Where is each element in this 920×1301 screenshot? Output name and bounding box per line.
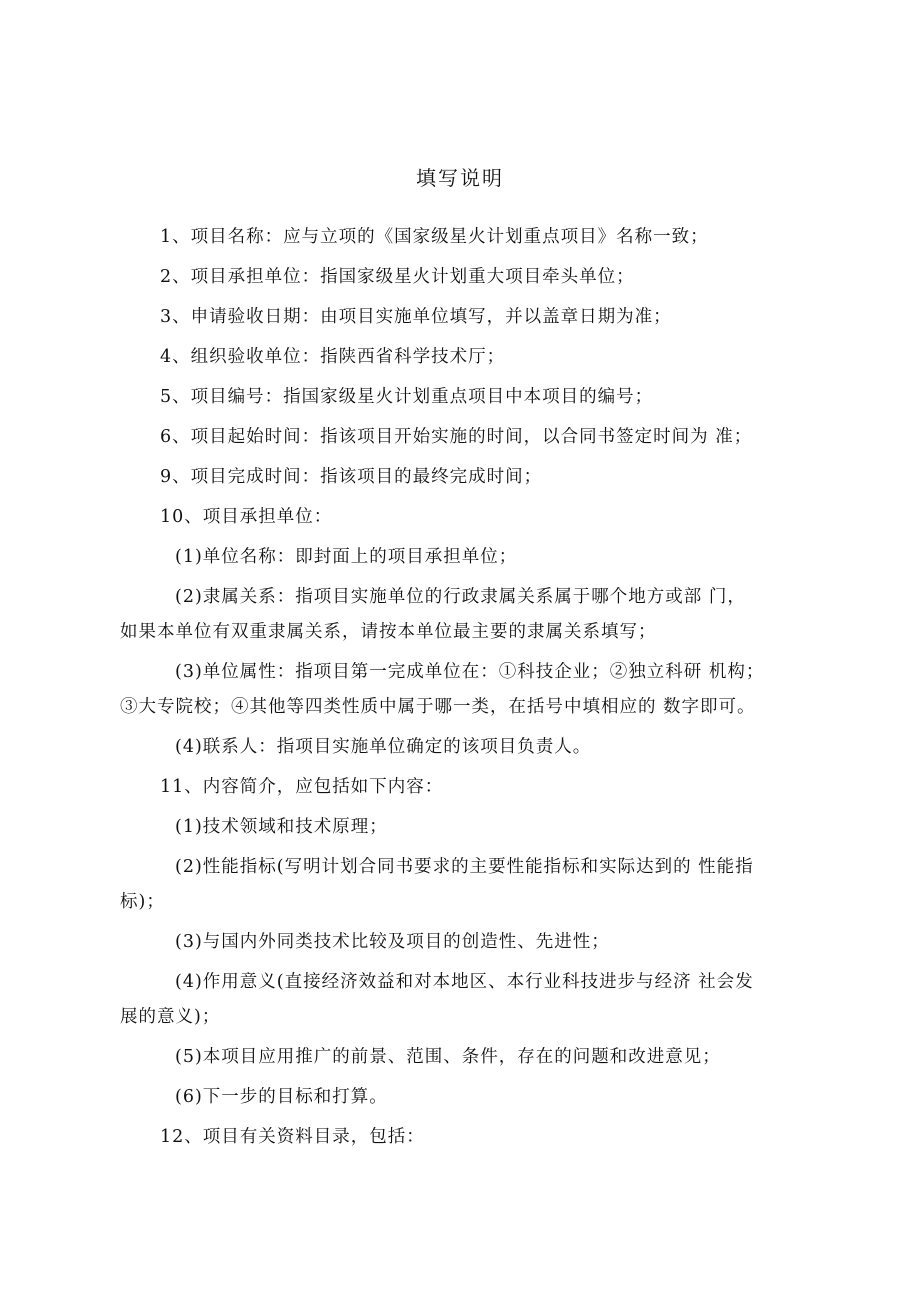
item-5-project-number: 5、项目编号：指国家级星火计划重点项目中本项目的编号； xyxy=(160,387,654,407)
item-10-3-unit-attribute: (3)单位属性：指项目第一完成单位在：①科技企业；②独立科研 机构； xyxy=(175,662,765,682)
item-11-4-significance-cont: 展的意义)； xyxy=(120,1007,221,1027)
item-6-start-time: 6、项目起始时间：指该项目开始实施的时间，以合同书签定时间为 准； xyxy=(160,427,753,447)
item-10-3-unit-attribute-cont: ③大专院校；④其他等四类性质中属于哪一类，在括号中填相应的 数字即可。 xyxy=(120,697,756,717)
item-11-1-tech-field: (1)技术领域和技术原理； xyxy=(175,817,388,837)
item-11-5-prospects: (5)本项目应用推广的前景、范围、条件，存在的问题和改进意见； xyxy=(175,1047,721,1067)
item-11-heading: 11、内容简介，应包括如下内容： xyxy=(160,777,444,797)
item-9-completion-time: 9、项目完成时间：指该项目的最终完成时间； xyxy=(160,467,543,487)
item-10-heading: 10、项目承担单位： xyxy=(160,507,333,527)
item-10-4-contact: (4)联系人：指项目实施单位确定的该项目负责人。 xyxy=(175,737,592,757)
item-10-2-affiliation-cont: 如果本单位有双重隶属关系，请按本单位最主要的隶属关系填写； xyxy=(120,622,657,642)
item-11-3-comparison: (3)与国内外同类技术比较及项目的创造性、先进性； xyxy=(175,932,610,952)
item-12-heading: 12、项目有关资料目录，包括： xyxy=(160,1127,425,1147)
item-3-acceptance-date: 3、申请验收日期：由项目实施单位填写，并以盖章日期为准； xyxy=(160,307,672,327)
item-2-undertaking-unit: 2、项目承担单位：指国家级星火计划重大项目牵头单位； xyxy=(160,267,635,287)
item-11-4-significance: (4)作用意义(直接经济效益和对本地区、本行业科技进步与经济 社会发 xyxy=(175,972,754,992)
item-11-2-performance: (2)性能指标(写明计划合同书要求的主要性能指标和实际达到的 性能指 xyxy=(175,857,754,877)
item-10-2-affiliation: (2)隶属关系：指项目实施单位的行政隶属关系属于哪个地方或部 门， xyxy=(175,587,746,607)
page-title: 填写说明 xyxy=(416,166,504,190)
item-4-organizing-unit: 4、组织验收单位：指陕西省科学技术厅； xyxy=(160,347,506,367)
item-11-6-next-steps: (6)下一步的目标和打算。 xyxy=(175,1087,388,1107)
item-1-project-name: 1、项目名称：应与立项的《国家级星火计划重点项目》名称一致； xyxy=(160,227,709,247)
item-11-2-performance-cont: 标)； xyxy=(120,892,165,912)
item-10-1-unit-name: (1)单位名称：即封面上的项目承担单位； xyxy=(175,547,518,567)
